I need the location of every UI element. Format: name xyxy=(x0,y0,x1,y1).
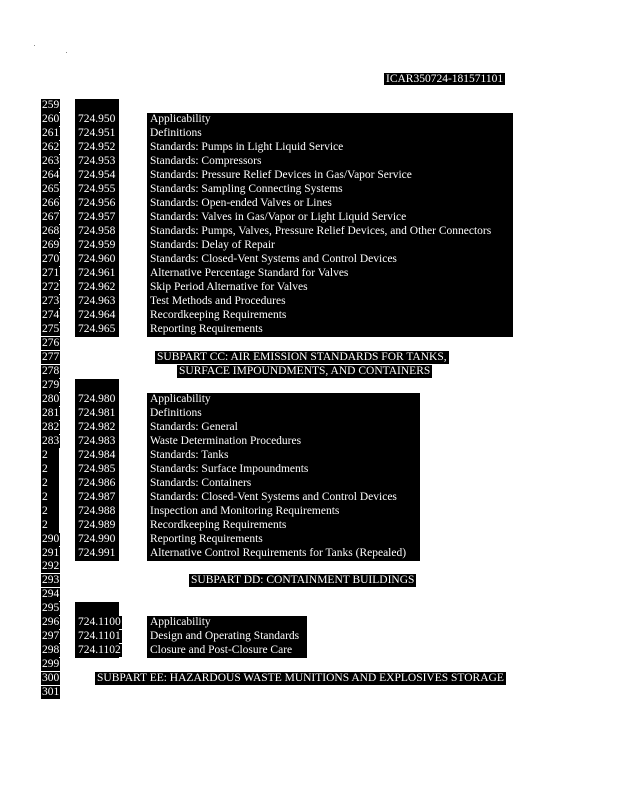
toc-row xyxy=(0,393,618,407)
line-number: 266 xyxy=(42,197,60,209)
line-number: 293 xyxy=(42,574,60,586)
toc-row xyxy=(0,616,618,630)
line-number: 279 xyxy=(42,379,60,391)
toc-row xyxy=(0,239,618,253)
line-number: 264 xyxy=(42,169,60,181)
document-id: ICAR350724-181571101 xyxy=(386,73,504,85)
toc-row xyxy=(0,323,618,337)
line-number: 2 xyxy=(42,505,48,517)
line-number: 276 xyxy=(42,337,60,349)
section-title: Standards: Closed-Vent Systems and Control Devices xyxy=(150,491,397,503)
section-number: 724.1100 xyxy=(78,616,121,628)
section-title: Waste Determination Procedures xyxy=(150,435,302,447)
section-title: Alternative Percentage Standard for Valves xyxy=(150,267,349,279)
toc-row xyxy=(0,630,618,644)
section-number: 724.990 xyxy=(78,533,116,545)
line-number: 297 xyxy=(42,630,60,642)
toc-row xyxy=(0,295,618,309)
section-title: Definitions xyxy=(150,407,202,419)
line-number: 296 xyxy=(42,616,60,628)
section-title: Standards: Delay of Repair xyxy=(150,239,275,251)
toc-row xyxy=(0,463,618,477)
line-number: 271 xyxy=(42,267,60,279)
subpart-heading-row xyxy=(0,365,618,379)
line-number: 298 xyxy=(42,644,60,656)
section-number: 724.963 xyxy=(78,295,116,307)
toc-row xyxy=(0,491,618,505)
section-number: 724.956 xyxy=(78,197,116,209)
section-number: 724.965 xyxy=(78,323,116,335)
blank-line xyxy=(0,658,618,672)
toc-row xyxy=(0,407,618,421)
toc-row xyxy=(0,505,618,519)
scan-speck xyxy=(66,52,67,53)
section-number: 724.950 xyxy=(78,113,116,125)
section-title: Standards: Pressure Relief Devices in Gas/Vapor Service xyxy=(150,169,412,181)
section-number: 724.980 xyxy=(78,393,116,405)
section-number: 724.960 xyxy=(78,253,116,265)
section-title: Standards: Containers xyxy=(150,477,252,489)
subpart-cc-heading: SUBPART CC: AIR EMISSION STANDARDS FOR TANKS, xyxy=(157,351,447,363)
toc-row xyxy=(0,141,618,155)
section-number: 724.952 xyxy=(78,141,116,153)
line-number: 267 xyxy=(42,211,60,223)
toc-row xyxy=(0,519,618,533)
toc-row xyxy=(0,197,618,211)
section-number: 724.981 xyxy=(78,407,116,419)
toc-row xyxy=(0,309,618,323)
line-number: 2 xyxy=(42,463,48,475)
section-title: Test Methods and Procedures xyxy=(150,295,286,307)
section-number: 724.984 xyxy=(78,449,116,461)
section-number: 724.1102 xyxy=(78,644,121,656)
line-number: 263 xyxy=(42,155,60,167)
section-title: Definitions xyxy=(150,127,202,139)
section-title: Alternative Control Requirements for Tanks (Repealed) xyxy=(150,547,407,559)
section-number: 724.989 xyxy=(78,519,116,531)
section-title: Standards: Valves in Gas/Vapor or Light Liquid Service xyxy=(150,211,407,223)
section-title: Applicability xyxy=(150,113,211,125)
line-number: 265 xyxy=(42,183,60,195)
section-number: 724.961 xyxy=(78,267,116,279)
section-number: 724.962 xyxy=(78,281,116,293)
blank-line xyxy=(0,686,618,700)
toc-row xyxy=(0,155,618,169)
line-number: 274 xyxy=(42,309,60,321)
scan-speck xyxy=(34,45,35,46)
line-number: 262 xyxy=(42,141,60,153)
section-number: 724.955 xyxy=(78,183,116,195)
toc-row xyxy=(0,421,618,435)
line-number: 261 xyxy=(42,127,60,139)
section-title: Standards: Sampling Connecting Systems xyxy=(150,183,343,195)
section-title: Standards: Closed-Vent Systems and Control Devices xyxy=(150,253,397,265)
section-title: Standards: Surface Impoundments xyxy=(150,463,309,475)
section-number: 724.954 xyxy=(78,169,116,181)
section-number: 724.1101 xyxy=(78,630,121,642)
section-title: Recordkeeping Requirements xyxy=(150,309,287,321)
line-number: 301 xyxy=(42,686,60,698)
section-number: 724.953 xyxy=(78,155,116,167)
line-number: 2 xyxy=(42,449,48,461)
section-title: Standards: Open-ended Valves or Lines xyxy=(150,197,332,209)
line-number: 269 xyxy=(42,239,60,251)
subpart-ee-heading: SUBPART EE: HAZARDOUS WASTE MUNITIONS AND EXPLOSIVES STORAGE xyxy=(97,672,504,684)
line-number: 259 xyxy=(42,99,60,111)
section-title: Standards: Pumps, Valves, Pressure Relief Devices, and Other Connectors xyxy=(150,225,492,237)
section-number: 724.959 xyxy=(78,239,116,251)
section-number: 724.987 xyxy=(78,491,116,503)
toc-row xyxy=(0,644,618,658)
line-number: 273 xyxy=(42,295,60,307)
section-title: Applicability xyxy=(150,393,211,405)
section-number: 724.982 xyxy=(78,421,116,433)
line-number: 300 xyxy=(42,672,60,684)
section-title: Standards: Compressors xyxy=(150,155,262,167)
blank-line xyxy=(0,337,618,351)
section-title: Recordkeeping Requirements xyxy=(150,519,287,531)
section-title: Closure and Post-Closure Care xyxy=(150,644,293,656)
section-title: Applicability xyxy=(150,616,211,628)
toc-row xyxy=(0,127,618,141)
toc-row xyxy=(0,211,618,225)
blank-line xyxy=(0,588,618,602)
blank-line xyxy=(0,560,618,574)
section-title: Skip Period Alternative for Valves xyxy=(150,281,308,293)
line-number: 295 xyxy=(42,602,60,614)
line-number: 299 xyxy=(42,658,60,670)
section-title: Standards: General xyxy=(150,421,238,433)
section-title: Standards: Pumps in Light Liquid Service xyxy=(150,141,344,153)
toc-row xyxy=(0,533,618,547)
line-number: 268 xyxy=(42,225,60,237)
line-number: 291 xyxy=(42,547,60,559)
section-number: 724.958 xyxy=(78,225,116,237)
subpart-cc-heading-cont: SURFACE IMPOUNDMENTS, AND CONTAINERS xyxy=(179,365,431,377)
line-number: 292 xyxy=(42,560,60,572)
subpart-heading-row xyxy=(0,351,618,365)
line-number: 260 xyxy=(42,113,60,125)
toc-row xyxy=(0,435,618,449)
section-number: 724.988 xyxy=(78,505,116,517)
toc-row xyxy=(0,183,618,197)
toc-row xyxy=(0,449,618,463)
section-number: 724.957 xyxy=(78,211,116,223)
toc-row xyxy=(0,547,618,561)
toc-row xyxy=(0,281,618,295)
section-number: 724.985 xyxy=(78,463,116,475)
section-title: Reporting Requirements xyxy=(150,533,263,545)
toc-row xyxy=(0,169,618,183)
line-number: 277 xyxy=(42,351,60,363)
line-number: 290 xyxy=(42,533,60,545)
toc-row xyxy=(0,113,618,127)
line-number: 275 xyxy=(42,323,60,335)
line-number: 270 xyxy=(42,253,60,265)
line-number: 281 xyxy=(42,407,60,419)
section-number: 724.964 xyxy=(78,309,116,321)
line-number: 2 xyxy=(42,477,48,489)
section-title: Design and Operating Standards xyxy=(150,630,300,642)
toc-row xyxy=(0,225,618,239)
line-number: 272 xyxy=(42,281,60,293)
toc-row xyxy=(0,253,618,267)
section-title: Standards: Tanks xyxy=(150,449,229,461)
section-number: 724.986 xyxy=(78,477,116,489)
section-number: 724.983 xyxy=(78,435,116,447)
line-number: 2 xyxy=(42,519,48,531)
subpart-heading-row xyxy=(0,574,618,588)
section-number: 724.951 xyxy=(78,127,116,139)
section-title: Inspection and Monitoring Requirements xyxy=(150,505,340,517)
line-number: 283 xyxy=(42,435,60,447)
toc-row xyxy=(0,267,618,281)
subpart-dd-heading: SUBPART DD: CONTAINMENT BUILDINGS xyxy=(191,574,415,586)
line-number: 278 xyxy=(42,365,60,377)
section-title: Reporting Requirements xyxy=(150,323,263,335)
line-number: 294 xyxy=(42,588,60,600)
subpart-heading-row xyxy=(0,672,618,686)
section-number: 724.991 xyxy=(78,547,116,559)
line-number: 280 xyxy=(42,393,60,405)
line-number: 282 xyxy=(42,421,60,433)
line-number: 2 xyxy=(42,491,48,503)
toc-row xyxy=(0,477,618,491)
